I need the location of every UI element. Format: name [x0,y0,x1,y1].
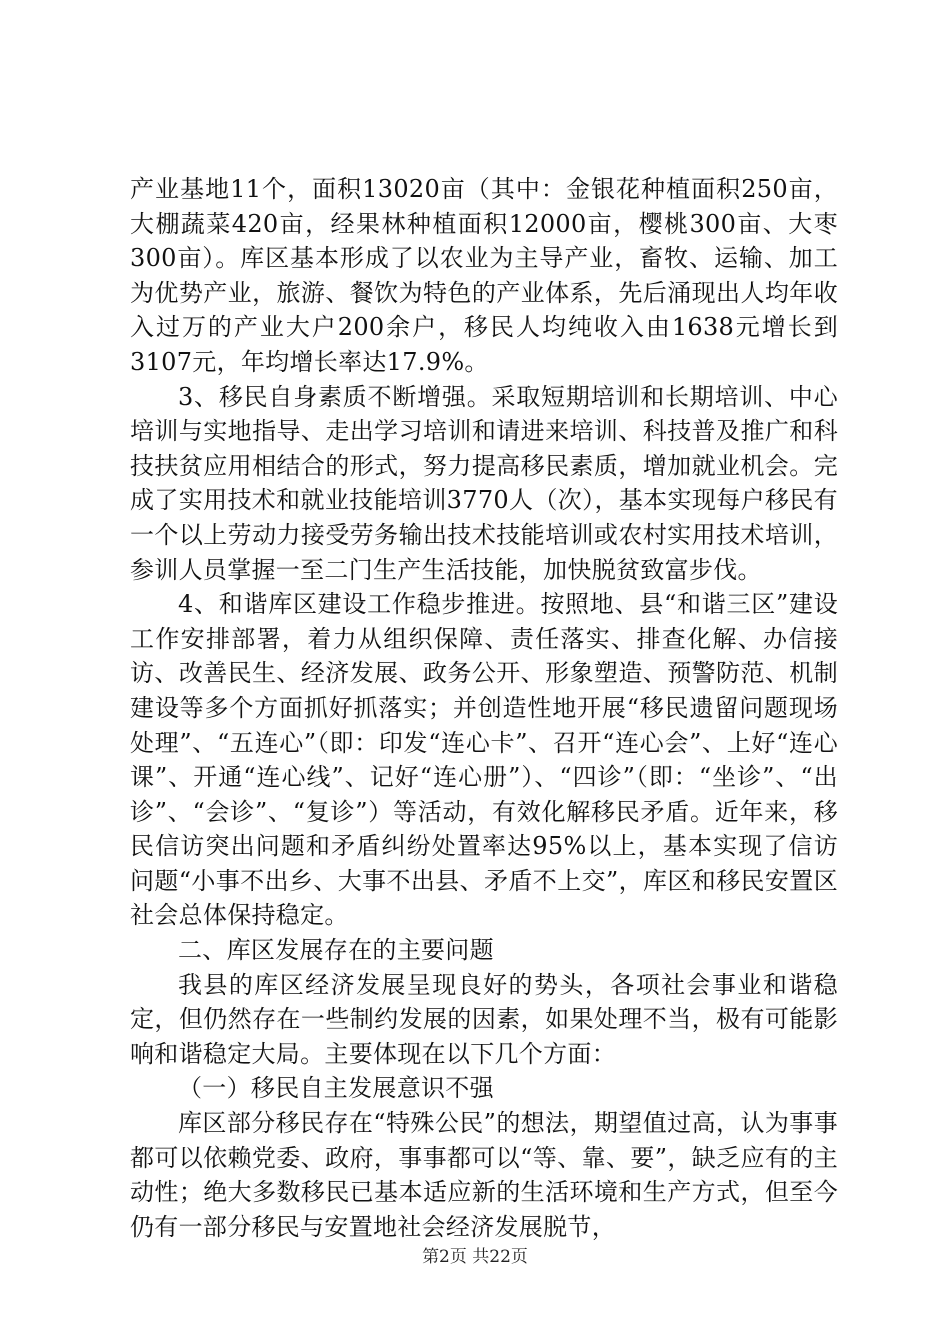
paragraph-special-citizen: 库区部分移民存在“特殊公民”的想法，期望值过高，认为事事都可以依赖党委、政府，事事都可以“等、靠、要”，缺乏应有的主动性；绝大多数移民已基本适应新的生活环境和生产方式，但至今仍有一部分移民与安置地社会经济发展脱节， [130,1109,838,1241]
document-body [130,172,838,1244]
section-heading-main-problems: 二、库区发展存在的主要问题 [178,936,494,965]
paragraph-harmonious-reservoir: 4、和谐库区建设工作稳步推进。按照地、县“和谐三区”建设工作安排部署，着力从组织保障、责任落实、排查化解、办信接访、改善民生、经济发展、政务公开、形象塑造、预警防范、机制建设等多个方面抓好抓落实；并创造性地开展“移民遗留问题现场处理”、“五连心”（即：印发“连心卡”、召开“连心会”、上好“连心课”、开通“连心线”、记好“连心册”）、“四诊”（即：“坐诊”、“出诊”、“会诊”、“复诊”）等活动，有效化解移民矛盾。近年来，移民信访突出问题和矛盾纠纷处置率达95%以上，基本实现了信访问题“小事不出乡、大事不出县、矛盾不上交”，库区和移民安置区社会总体保持稳定。 [130,590,838,930]
paragraph-industry-base: 产业基地11个，面积13020亩（其中：金银花种植面积250亩，大棚蔬菜420亩，经果林种植面积12000亩，樱桃300亩、大枣300亩）。库区基本形成了以农业为主导产业，畜牧、运输、加工为优势产业，旅游、餐饮为特色的产业体系，先后涌现出人均年收入过万的产业大户200余户，移民人均纯收入由1638元增长到3107元，年均增长率达17.9%。 [130,175,838,376]
paragraph-problems-intro: 我县的库区经济发展呈现良好的势头，各项社会事业和谐稳定，但仍然存在一些制约发展的因素，如果处理不当，极有可能影响和谐稳定大局。主要体现在以下几个方面： [130,970,838,1068]
paragraph-migrant-quality: 3、移民自身素质不断增强。采取短期培训和长期培训、中心培训与实地指导、走出学习培训和请进来培训、科技普及推广和科技扶贫应用相结合的形式，努力提高移民素质，增加就业机会。完成了实用技术和就业技能培训3770人（次），基本实现每户移民有一个以上劳动力接受劳务输出技术技能培训或农村实用技术培训，参训人员掌握一至二门生产生活技能，加快脱贫致富步伐。 [130,382,838,584]
subsection-heading-self-development: （一）移民自主发展意识不强 [178,1074,494,1103]
page-number-footer: 第2页 共22页 [422,1247,528,1267]
